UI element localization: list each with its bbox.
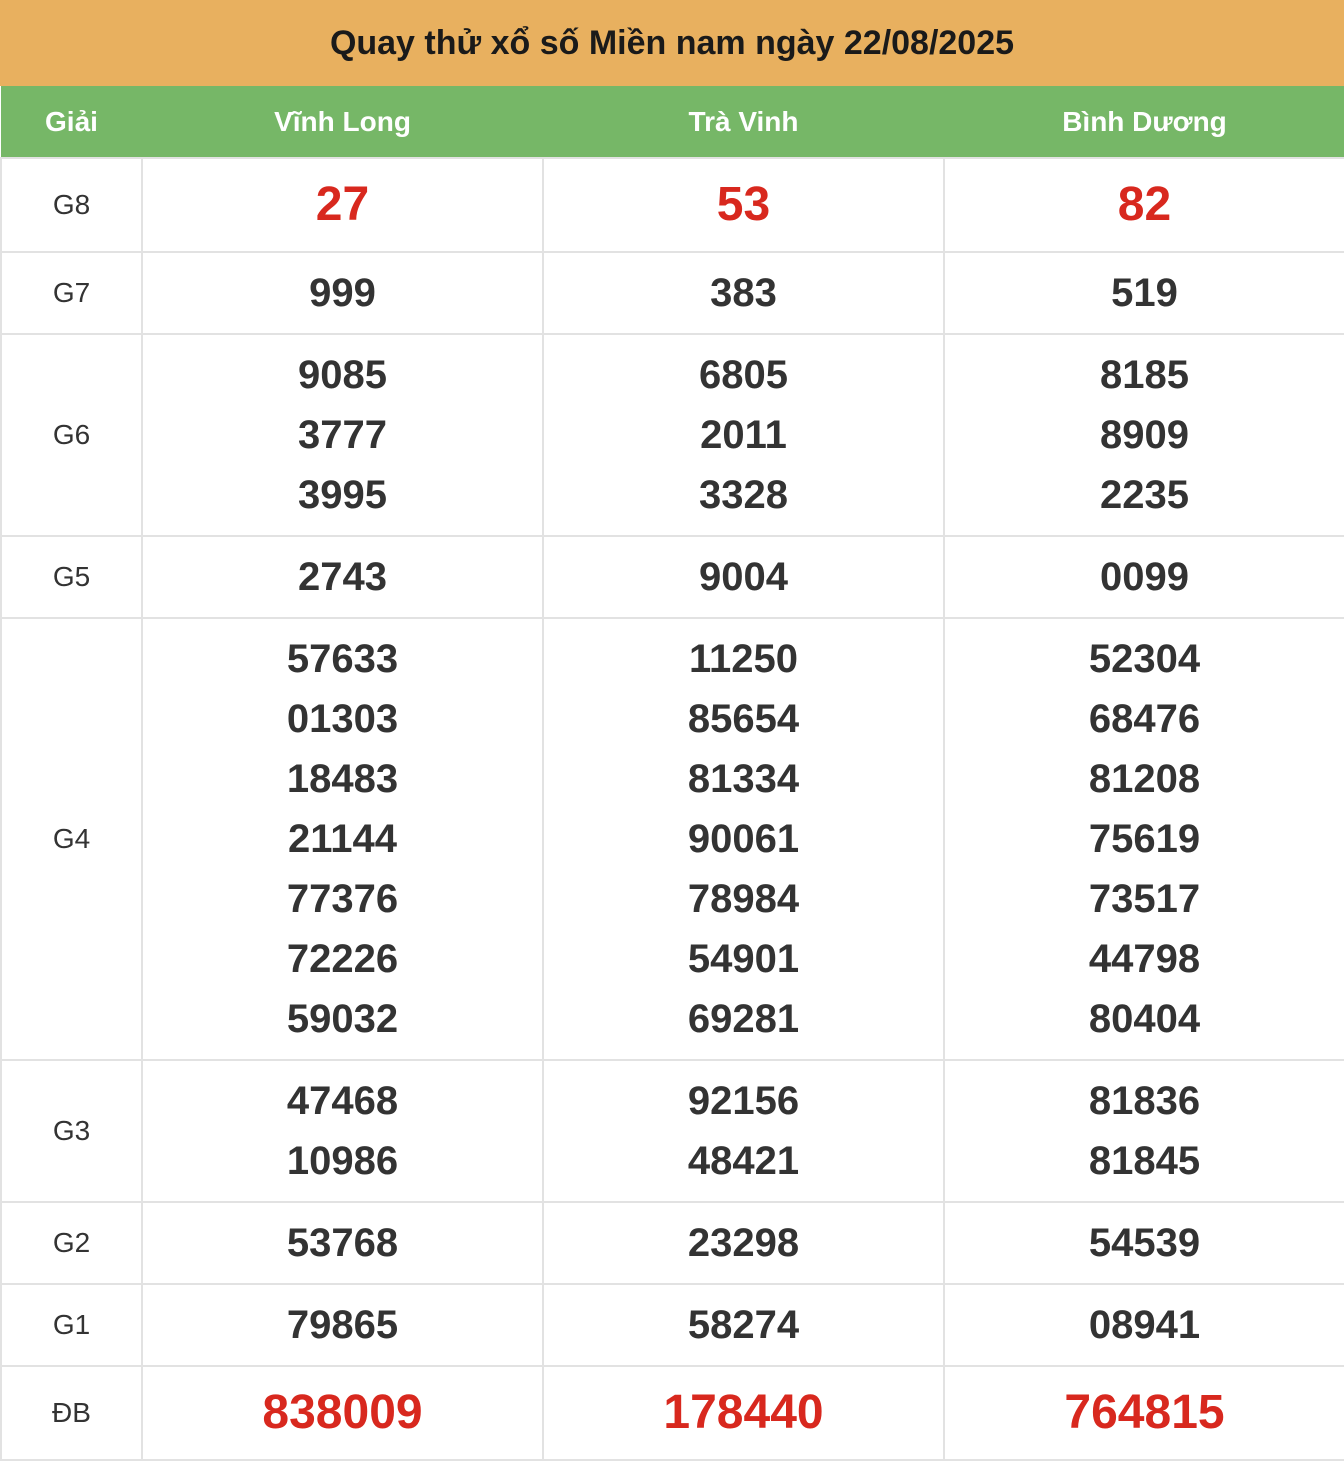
- result-number: 81836: [1088, 1079, 1201, 1123]
- g8-binh-duong: [944, 158, 1344, 252]
- table-row-g6: [1, 334, 1344, 536]
- result-number: 90061: [687, 817, 800, 861]
- g6-tra-vinh: [543, 334, 944, 536]
- page-title: Quay thử xổ số Miền nam ngày 22/08/2025: [0, 0, 1344, 86]
- prize-label: G5: [1, 536, 142, 618]
- results-table: [0, 86, 1344, 1461]
- g5-vinh-long: [142, 536, 543, 618]
- result-number: 81208: [1088, 757, 1201, 801]
- result-number: 9004: [699, 555, 788, 599]
- result-number: 2011: [700, 413, 787, 457]
- table-row-g7: [1, 252, 1344, 334]
- db-binh-duong: [944, 1366, 1344, 1460]
- prize-label: G1: [1, 1284, 142, 1366]
- result-number: 59032: [286, 997, 399, 1041]
- result-number: 68476: [1088, 697, 1201, 741]
- prize-label: ĐB: [1, 1366, 142, 1460]
- g2-vinh-long: [142, 1202, 543, 1284]
- g8-vinh-long: [142, 158, 543, 252]
- table-row-db: [1, 1366, 1344, 1460]
- g7-binh-duong: [944, 252, 1344, 334]
- prize-label: G7: [1, 252, 142, 334]
- table-row-g8: [1, 158, 1344, 252]
- g3-tra-vinh: [543, 1060, 944, 1202]
- result-number: 72226: [286, 937, 399, 981]
- result-number: 2743: [298, 555, 387, 599]
- result-number: 80404: [1088, 997, 1201, 1041]
- prize-label: G2: [1, 1202, 142, 1284]
- result-number: 79865: [286, 1303, 399, 1347]
- table-row-g3: [1, 1060, 1344, 1202]
- table-row-g1: [1, 1284, 1344, 1366]
- result-number: 82: [1117, 178, 1172, 231]
- result-number: 73517: [1088, 877, 1201, 921]
- header-vinh-long[interactable]: Vĩnh Long: [142, 87, 543, 159]
- result-number: 11250: [688, 637, 799, 681]
- g4-vinh-long: [142, 618, 543, 1060]
- result-number: 383: [710, 271, 777, 315]
- result-number: 54901: [687, 937, 800, 981]
- result-number: 81845: [1088, 1139, 1201, 1183]
- g3-binh-duong: [944, 1060, 1344, 1202]
- g2-binh-duong: [944, 1202, 1344, 1284]
- result-number: 999: [309, 271, 376, 315]
- result-number: 3777: [298, 413, 387, 457]
- result-number: 75619: [1088, 817, 1201, 861]
- g5-binh-duong: [944, 536, 1344, 618]
- result-number: 78984: [687, 877, 800, 921]
- result-number: 178440: [663, 1386, 824, 1439]
- g1-binh-duong: [944, 1284, 1344, 1366]
- g6-binh-duong: [944, 334, 1344, 536]
- header-binh-duong[interactable]: Bình Dương: [944, 87, 1344, 159]
- g5-tra-vinh: [543, 536, 944, 618]
- result-number: 18483: [286, 757, 399, 801]
- result-number: 54539: [1088, 1221, 1201, 1265]
- result-number: 77376: [286, 877, 399, 921]
- result-number: 6805: [699, 353, 788, 397]
- table-row-g2: [1, 1202, 1344, 1284]
- result-number: 8909: [1100, 413, 1189, 457]
- g2-tra-vinh: [543, 1202, 944, 1284]
- result-number: 2235: [1100, 473, 1189, 517]
- db-tra-vinh: [543, 1366, 944, 1460]
- g1-vinh-long: [142, 1284, 543, 1366]
- result-number: 52304: [1088, 637, 1201, 681]
- result-number: 27: [315, 178, 370, 231]
- result-number: 10986: [286, 1139, 399, 1183]
- result-number: 53768: [286, 1221, 399, 1265]
- prize-label: G3: [1, 1060, 142, 1202]
- prize-label: G8: [1, 158, 142, 252]
- g6-vinh-long: [142, 334, 543, 536]
- result-number: 92156: [687, 1079, 800, 1123]
- result-number: 01303: [286, 697, 399, 741]
- g1-tra-vinh: [543, 1284, 944, 1366]
- prize-label: G4: [1, 618, 142, 1060]
- result-number: 8185: [1100, 353, 1189, 397]
- result-number: 85654: [687, 697, 800, 741]
- result-number: 9085: [298, 353, 387, 397]
- table-header-row: [1, 87, 1344, 159]
- result-number: 3995: [298, 473, 387, 517]
- result-number: 58274: [687, 1303, 800, 1347]
- table-row-g5: [1, 536, 1344, 618]
- result-number: 47468: [286, 1079, 399, 1123]
- g7-tra-vinh: [543, 252, 944, 334]
- g7-vinh-long: [142, 252, 543, 334]
- result-number: 08941: [1088, 1303, 1201, 1347]
- result-number: 0099: [1100, 555, 1189, 599]
- result-number: 81334: [687, 757, 800, 801]
- result-number: 44798: [1088, 937, 1201, 981]
- result-number: 53: [716, 178, 771, 231]
- g3-vinh-long: [142, 1060, 543, 1202]
- g8-tra-vinh: [543, 158, 944, 252]
- prize-label: G6: [1, 334, 142, 536]
- result-number: 69281: [687, 997, 800, 1041]
- header-giai: Giải: [1, 87, 142, 159]
- result-number: 21144: [287, 817, 398, 861]
- table-row-g4: [1, 618, 1344, 1060]
- result-number: 764815: [1064, 1386, 1225, 1439]
- result-number: 23298: [687, 1221, 800, 1265]
- result-number: 838009: [262, 1386, 423, 1439]
- result-number: 57633: [286, 637, 399, 681]
- g4-binh-duong: [944, 618, 1344, 1060]
- result-number: 3328: [699, 473, 788, 517]
- db-vinh-long: [142, 1366, 543, 1460]
- header-tra-vinh[interactable]: Trà Vinh: [543, 87, 944, 159]
- result-number: 519: [1111, 271, 1178, 315]
- g4-tra-vinh: [543, 618, 944, 1060]
- result-number: 48421: [687, 1139, 800, 1183]
